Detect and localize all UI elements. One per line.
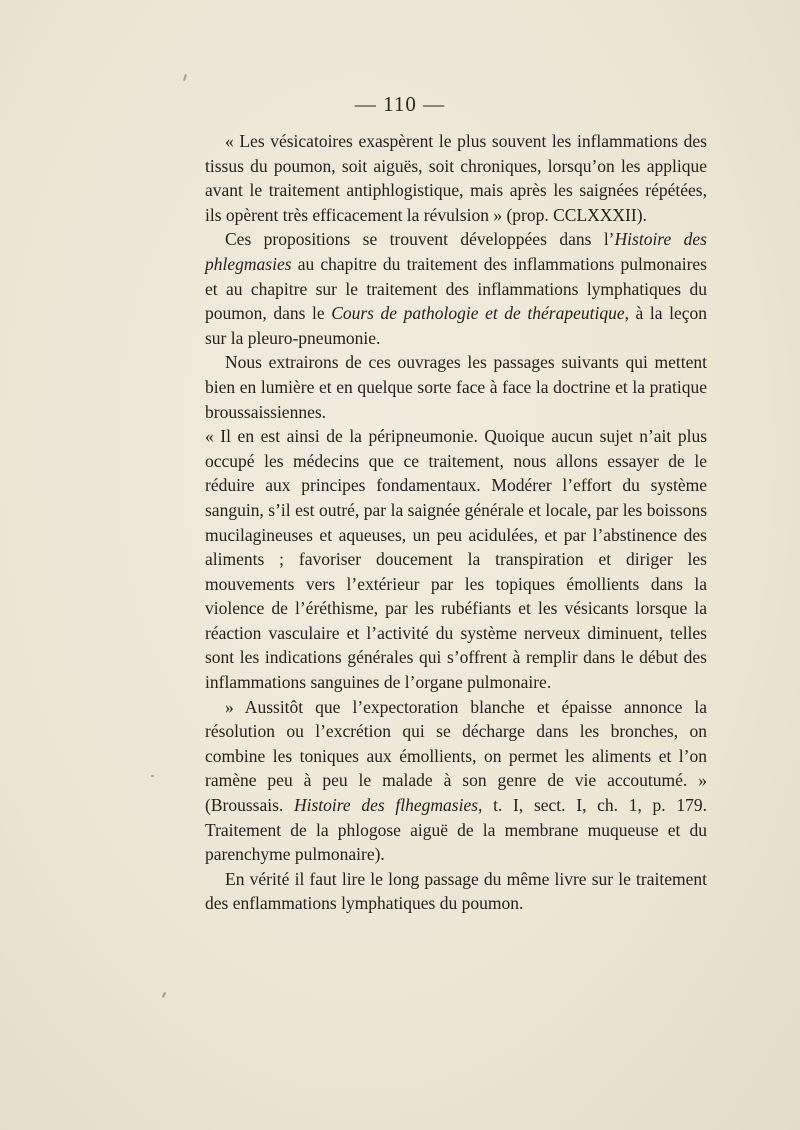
- page-number: — 110 —: [354, 92, 446, 116]
- paragraph: [205, 424, 707, 695]
- paper-speck: [151, 775, 154, 777]
- text-run: Nous extrairons de ces ouvrages les passages suivants qui mettent bien en lumière et en quelque sorte face à face la doctrine et la pratique broussaissiennes.: [205, 352, 707, 422]
- text-run: , t. I, sect. I, ch. 1, p. 179. Traitement de la phlogose aiguë de la membrane muqueuse et du parenchyme pulmonaire).: [205, 795, 708, 865]
- text-run: , à la leçon sur la pleuro-pneumonie.: [205, 303, 707, 348]
- italic-title: Histoire des phlegmasies: [205, 229, 707, 274]
- text-run: « Il en est ainsi de la péripneumonie. Quoique aucun sujet n’ait plus occupé les médecins que ce traitement, nous allons essayer de le réduire aux principes fondamentaux. Modérer l’effort du système sanguin, s’il est outré, par la saignée générale et locale, par les boissons mucilagineuses et aqueuses, un peu acidulées, et par l’abstinence des aliments ; favoriser doucement la transpiration et diriger les mouvements vers l’extérieur par les topiques émollients dans la violence de l’éréthisme, par les rubéfiants et les vésicants lorsque la réaction vasculaire et l’activité du système nerveux diminuent, telles sont les indications générales qui s’offrent à remplir dans le début des inflammations sanguines de l’organe pulmonaire.: [205, 426, 707, 693]
- paragraph: [205, 227, 707, 350]
- body-text: [205, 129, 707, 916]
- italic-title: Cours de pathologie et de thérapeutique: [331, 303, 625, 324]
- paper-speck: [183, 74, 187, 81]
- paragraph: [205, 129, 707, 227]
- paragraph: [205, 867, 707, 916]
- paragraph: [205, 350, 707, 424]
- text-run: Ces propositions se trouvent développées dans l’: [225, 229, 615, 250]
- text-run: au chapitre du traitement des inflammations pulmonaires et au chapitre sur le traitement des inflammations lymphatiques du poumon, dans le: [205, 253, 707, 324]
- text-run: En vérité il faut lire le long passage du même livre sur le traitement des enflammations lymphatiques du poumon.: [205, 868, 707, 914]
- text-run: » Aussitôt que l’expectoration blanche et épaisse annonce la résolution ou l’excrétion qui se décharge dans les bronches, on combine les toniques aux émollients, on permet les aliments et l’on ramène peu à peu le malade à son genre de vie accoutumé. » (Broussais.: [205, 696, 707, 816]
- text-run: « Les vésicatoires exaspèrent le plus souvent les inflammations des tissus du poumon, soit aiguës, soit chroniques, lorsqu’on les applique avant le traitement antiphlogistique, mais après les saignées répétées, ils opèrent très efficacement la révulsion » (prop. CCLXXXII).: [205, 131, 707, 225]
- paragraph: [205, 695, 707, 867]
- italic-title: Histoire des flhegmasies: [293, 795, 479, 816]
- paper-speck: [162, 992, 166, 998]
